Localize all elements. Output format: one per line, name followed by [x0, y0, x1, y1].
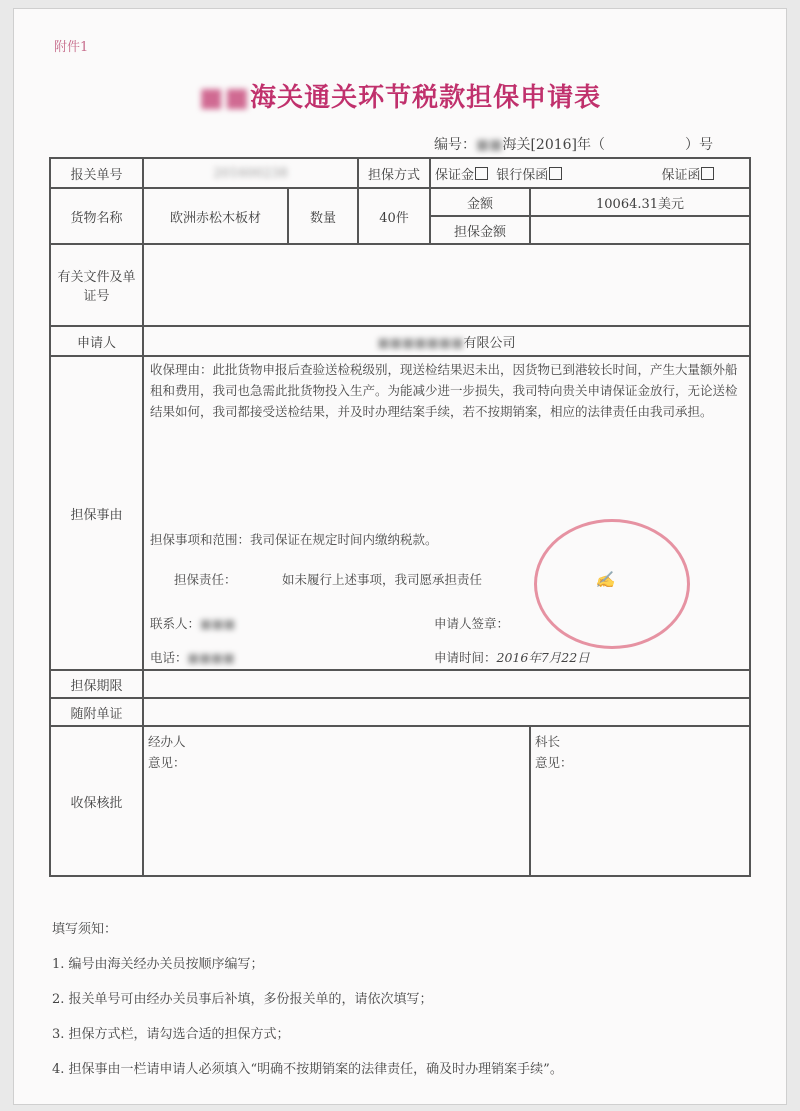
guarantee-method-options: 保证金 银行保函 保证函 — [430, 158, 750, 188]
quantity-label: 数量 — [288, 188, 358, 244]
liability-label: 担保责任： — [174, 572, 237, 587]
period-field[interactable] — [143, 670, 750, 698]
note-item: 4. 担保事由一栏请申请人必须填入“明确不按期销案的法律责任，确及时办理销案手续”。 — [52, 1062, 563, 1077]
signature-label: 申请人签章： — [434, 616, 510, 631]
attached-field[interactable] — [143, 698, 750, 726]
row-applicant — [50, 326, 750, 356]
note-item: 2. 报关单号可由经办关员事后补填，多份报关单的，请依次填写； — [52, 992, 433, 1007]
reason-text: 收保理由：此批货物申报后查验送检税级别，现送检结果迟未出，因货物已到港较长时间，产生大量额外船租和费用，我司也急需此批货物投入生产。为能减少进一步损失，我司特向贵关申请保证金放行，无论送检结果如何，我司都接受送检结果，并及时办理结案手续，若不按期销案，相应的法律责任由我司承担。 — [150, 362, 738, 419]
notes-heading: 填写须知： — [52, 922, 118, 937]
row-approval — [50, 726, 750, 876]
goods-name-label: 货物名称 — [50, 188, 143, 244]
approval-label: 收保核批 — [50, 726, 143, 876]
matters-field[interactable] — [143, 356, 750, 670]
note-item: 3. 担保方式栏，请勾选合适的担保方式； — [52, 1027, 290, 1042]
apply-time: 申请时间：2016年7月22日 — [434, 650, 590, 665]
declaration-no-field[interactable]: 201600238 — [143, 158, 358, 188]
signature-scribble-icon: ✍ — [595, 570, 615, 589]
officer-opinion-field[interactable] — [143, 726, 530, 876]
row-attached — [50, 698, 750, 726]
declaration-no-label: 报关单号 — [50, 158, 143, 188]
chief-opinion-label: 意见： — [535, 755, 573, 770]
guarantee-form-table — [49, 157, 751, 877]
guarantee-letter-checkbox[interactable] — [701, 167, 714, 180]
chief-opinion-field[interactable] — [530, 726, 750, 876]
row-declaration — [50, 158, 750, 188]
filling-notes — [52, 912, 563, 1087]
goods-name-field[interactable]: 欧洲赤松木板材 — [143, 188, 288, 244]
guarantee-amount-label: 担保金额 — [430, 216, 530, 244]
attachment-label: 附件1 — [54, 40, 89, 55]
note-item: 1. 编号由海关经办关员按顺序编写； — [52, 957, 264, 972]
document-sheet — [13, 8, 787, 1105]
title-text: 海关通关环节税款担保申请表 — [250, 83, 602, 113]
documents-label: 有关文件及单证号 — [50, 244, 143, 326]
phone: 电话：■■■■ — [150, 650, 235, 665]
officer-opinion-label: 意见： — [148, 755, 186, 770]
period-label: 担保期限 — [50, 670, 143, 698]
applicant-field[interactable]: ■■■■■■■有限公司 — [143, 326, 750, 356]
applicant-label: 申请人 — [50, 326, 143, 356]
row-matters — [50, 356, 750, 670]
form-title — [14, 77, 786, 114]
row-documents — [50, 244, 750, 326]
scope-text: 担保事项和范围：我司保证在规定时间内缴纳税款。 — [150, 532, 438, 547]
title-redacted: ■■ — [198, 83, 251, 113]
matters-label: 担保事由 — [50, 356, 143, 670]
deposit-checkbox[interactable] — [475, 167, 488, 180]
serial-number: 编号：■■海关[2016]年（ ）号 — [434, 137, 714, 153]
row-goods — [50, 188, 750, 216]
contact: 联系人：■■■ — [150, 616, 236, 631]
guarantee-amount-field[interactable] — [530, 216, 750, 244]
liability-text: 如未履行上述事项，我司愿承担责任 — [282, 572, 483, 587]
bank-guarantee-checkbox[interactable] — [549, 167, 562, 180]
row-period — [50, 670, 750, 698]
documents-field[interactable] — [143, 244, 750, 326]
attached-label: 随附单证 — [50, 698, 143, 726]
guarantee-method-label: 担保方式 — [358, 158, 430, 188]
chief-label: 科长 — [535, 734, 561, 749]
amount-field[interactable]: 10064.31美元 — [530, 188, 750, 216]
amount-label: 金额 — [430, 188, 530, 216]
officer-label: 经办人 — [148, 734, 186, 749]
quantity-field[interactable]: 40件 — [358, 188, 430, 244]
